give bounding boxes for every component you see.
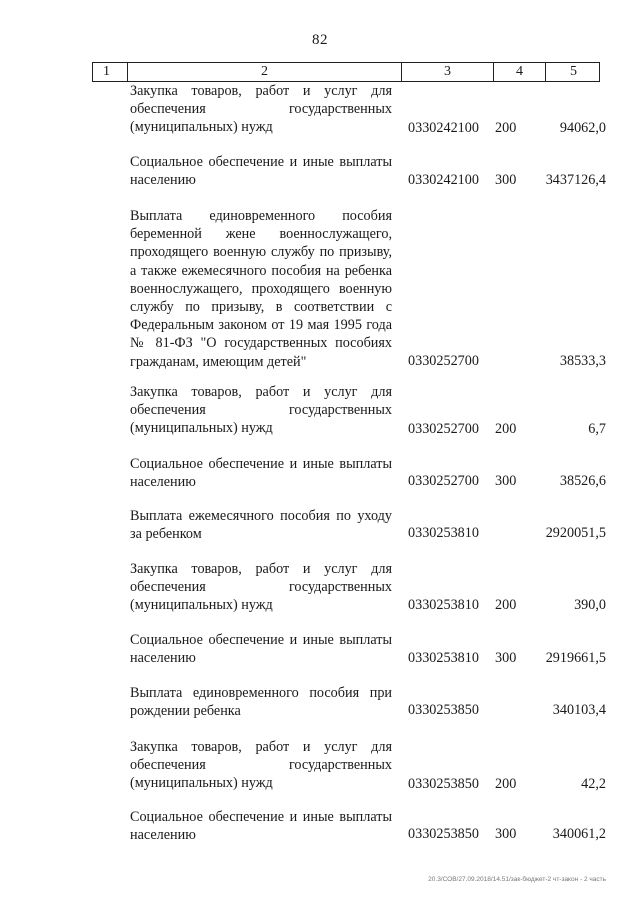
row-description: Социальное обеспечение и иные выплаты населению bbox=[130, 809, 392, 844]
row-code: 0330252700 bbox=[408, 473, 479, 489]
row-kind: 300 bbox=[495, 650, 517, 666]
header-col-4: 4 bbox=[493, 63, 545, 81]
header-col-2: 2 bbox=[127, 63, 401, 81]
row-kind: 200 bbox=[495, 597, 517, 613]
row-description: Закупка товаров, работ и услуг для обеспечения государственных (муниципальных) нужд bbox=[130, 561, 392, 614]
row-code: 0330253850 bbox=[408, 826, 479, 842]
row-code: 0330242100 bbox=[408, 120, 479, 136]
row-kind: 300 bbox=[495, 172, 517, 188]
row-description: Закупка товаров, работ и услуг для обеспечения государственных (муниципальных) нужд bbox=[130, 739, 392, 792]
row-amount: 340103,4 bbox=[552, 702, 606, 718]
row-description: Выплата единовременного пособия при рождении ребенка bbox=[130, 685, 392, 720]
row-amount: 390,0 bbox=[574, 597, 606, 613]
header-col-5: 5 bbox=[545, 63, 601, 81]
row-code: 0330253810 bbox=[408, 597, 479, 613]
row-code: 0330242100 bbox=[408, 172, 479, 188]
row-code: 0330252700 bbox=[408, 353, 479, 369]
table-header bbox=[92, 62, 600, 82]
row-amount: 6,7 bbox=[588, 421, 606, 437]
row-code: 0330253850 bbox=[408, 776, 479, 792]
row-kind: 300 bbox=[495, 473, 517, 489]
page-number: 82 bbox=[312, 32, 328, 48]
row-amount: 340061,2 bbox=[552, 826, 606, 842]
document-footer: 20.3/СОВ/27.09.2018/14.51/зак-бюджет-2 чт-закон - 2 часть bbox=[428, 876, 606, 883]
row-kind: 200 bbox=[495, 120, 517, 136]
row-description: Закупка товаров, работ и услуг для обеспечения государственных (муниципальных) нужд bbox=[130, 384, 392, 437]
row-description: Социальное обеспечение и иные выплаты населению bbox=[130, 154, 392, 189]
row-description: Закупка товаров, работ и услуг для обеспечения государственных (муниципальных) нужд bbox=[130, 83, 392, 136]
row-amount: 38526,6 bbox=[559, 473, 606, 489]
header-col-1: 1 bbox=[103, 64, 110, 79]
row-kind: 200 bbox=[495, 421, 517, 437]
header-col-3: 3 bbox=[401, 63, 493, 81]
row-amount: 94062,0 bbox=[559, 120, 606, 136]
row-amount: 42,2 bbox=[581, 776, 606, 792]
row-code: 0330253850 bbox=[408, 702, 479, 718]
row-kind: 300 bbox=[495, 826, 517, 842]
row-amount: 3437126,4 bbox=[545, 172, 606, 188]
row-amount: 2919661,5 bbox=[545, 650, 606, 666]
row-description: Социальное обеспечение и иные выплаты населению bbox=[130, 632, 392, 667]
row-description: Социальное обеспечение и иные выплаты населению bbox=[130, 456, 392, 491]
row-code: 0330253810 bbox=[408, 525, 479, 541]
row-kind: 200 bbox=[495, 776, 517, 792]
row-description: Выплата ежемесячного пособия по уходу за ребенком bbox=[130, 508, 392, 543]
row-amount: 2920051,5 bbox=[545, 525, 606, 541]
row-code: 0330253810 bbox=[408, 650, 479, 666]
row-amount: 38533,3 bbox=[559, 353, 606, 369]
row-code: 0330252700 bbox=[408, 421, 479, 437]
row-description: Выплата единовременного пособия беременной жене военнослужащего, проходящего военную службу по призыву, а также ежемесячного пособия на ребенка военнослужащего, проходящего военную службу по призыву, в соответствии с Федеральным законом от 19 мая 1995 года № 81-ФЗ "О государственных пособиях гражданам, имеющим детей" bbox=[130, 208, 392, 370]
